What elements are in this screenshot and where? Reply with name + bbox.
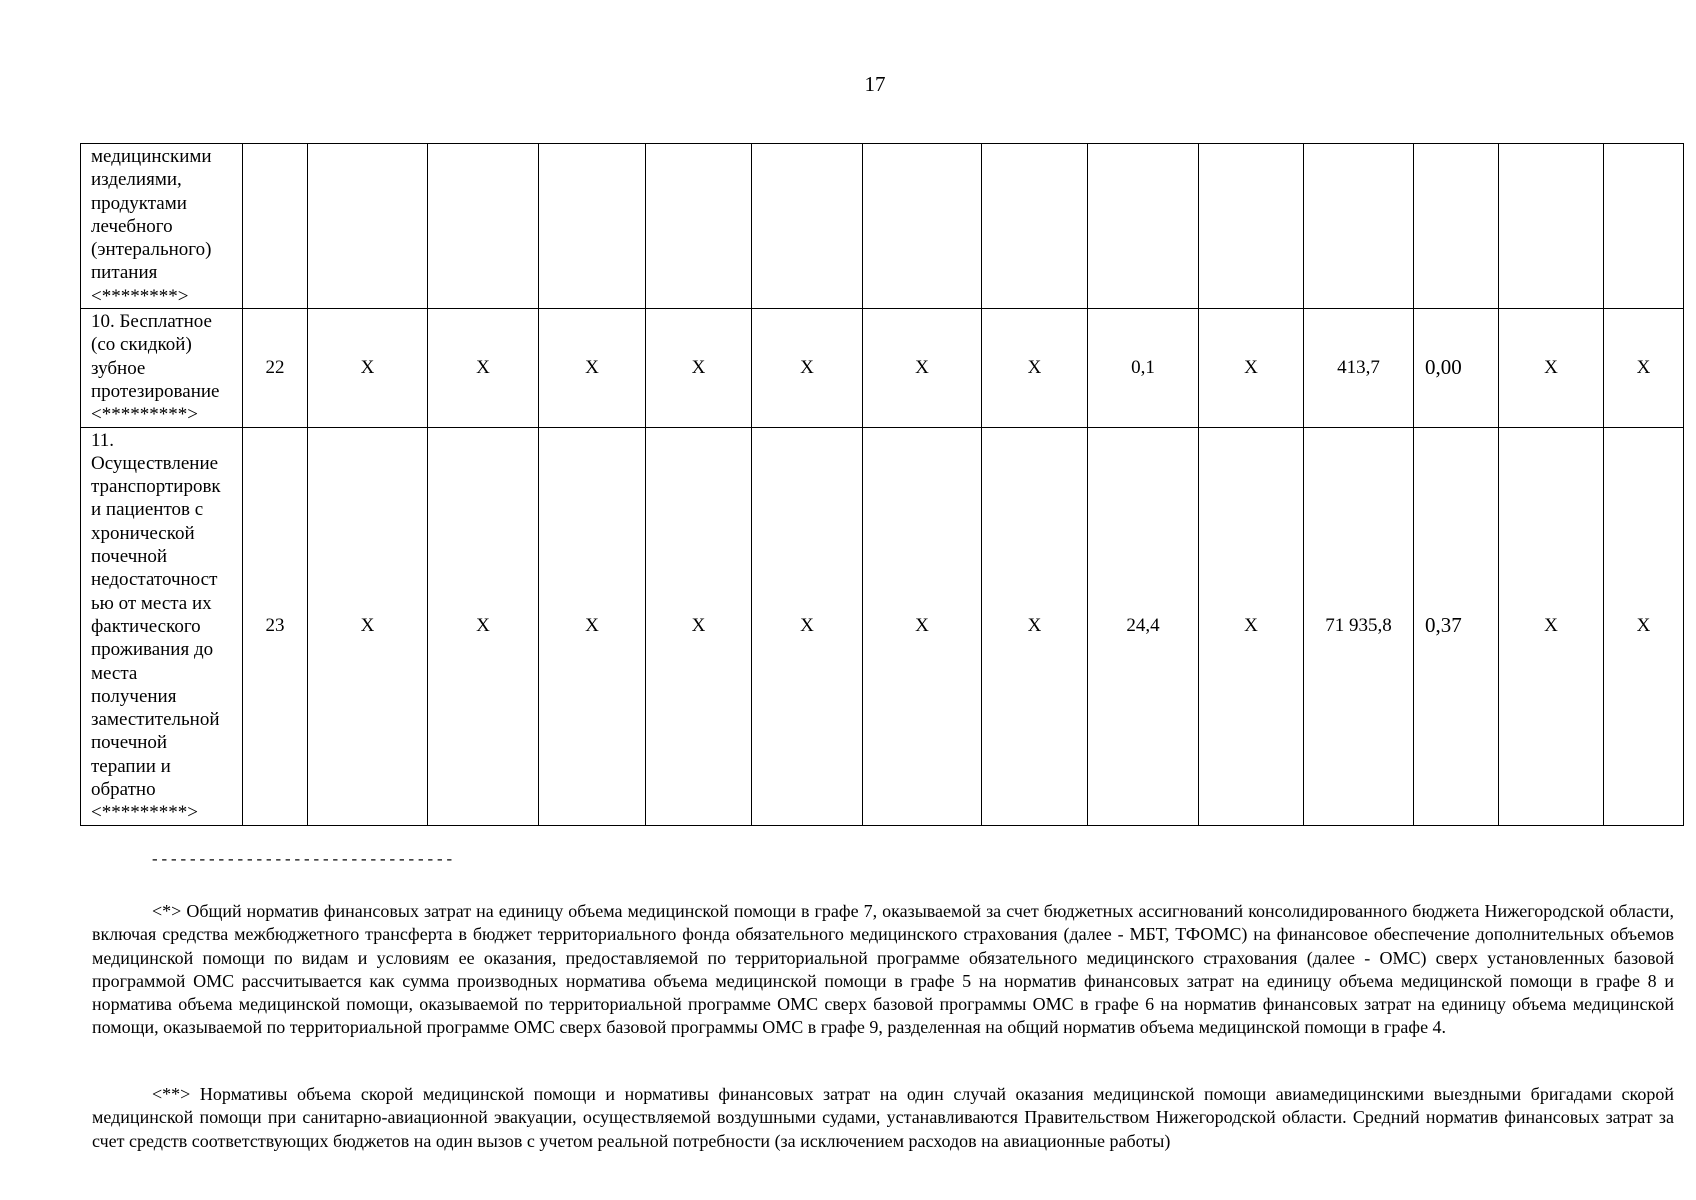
table-cell: 0,37	[1414, 427, 1499, 825]
table-cell: 24,4	[1088, 427, 1199, 825]
table-cell: X	[539, 309, 646, 427]
row-label: 10. Бесплатное (со скидкой) зубное протезирование <*********>	[81, 309, 243, 427]
table-cell: X	[1604, 309, 1684, 427]
table-row	[81, 144, 1684, 309]
table-cell	[243, 144, 308, 309]
table-cell: 0,00	[1414, 309, 1499, 427]
table-cell	[1414, 144, 1499, 309]
table-cell: X	[863, 427, 982, 825]
row-number: 23	[243, 427, 308, 825]
table-cell: X	[752, 309, 863, 427]
table-cell	[982, 144, 1088, 309]
table-row	[81, 309, 1684, 427]
footnote-separator: --------------------------------	[150, 851, 455, 869]
table-cell	[428, 144, 539, 309]
table-cell: X	[308, 309, 428, 427]
table-cell: X	[982, 309, 1088, 427]
table-cell	[308, 144, 428, 309]
table-cell	[646, 144, 752, 309]
table-cell: 0,1	[1088, 309, 1199, 427]
row-number: 22	[243, 309, 308, 427]
table-cell: X	[1604, 427, 1684, 825]
table-cell: X	[752, 427, 863, 825]
table-cell: X	[646, 427, 752, 825]
norms-table	[80, 143, 1684, 826]
row-label: медицинскими изделиями, продуктами лечебного (энтерального) питания <********>	[81, 144, 243, 309]
table-row	[81, 427, 1684, 825]
table-cell: X	[646, 309, 752, 427]
page-number: 17	[864, 72, 886, 96]
table-cell: X	[1499, 427, 1604, 825]
table-cell	[752, 144, 863, 309]
table-cell: X	[1199, 309, 1304, 427]
footnote: <**> Нормативы объема скорой медицинской помощи и нормативы финансовых затрат на один случай оказания медицинской помощи авиамедицинскими выездными бригадами скорой медицинской помощи при санитарно-авиационной эвакуации, осуществляемой воздушными судами, устанавливаются Правительством Нижегородской области. Средний норматив финансовых затрат за счет средств соответствующих бюджетов на один вызов с учетом реальной потребности (за исключением расходов на авиационные работы)	[92, 1084, 1674, 1151]
table-cell: X	[982, 427, 1088, 825]
table-cell: X	[539, 427, 646, 825]
table-cell	[1199, 144, 1304, 309]
table-cell	[1604, 144, 1684, 309]
table-cell: 413,7	[1304, 309, 1414, 427]
table-cell: X	[1199, 427, 1304, 825]
footnote: <*> Общий норматив финансовых затрат на единицу объема медицинской помощи в графе 7, оказываемой за счет бюджетных ассигнований консолидированного бюджета Нижегородской области, включая средства межбюджетного трансферта в бюджет территориального фонда обязательного медицинского страхования (далее - МБТ, ТФОМС) на финансовое обеспечение дополнительных объемов медицинской помощи по видам и условиям ее оказания, предоставляемой по территориальной программе обязательного медицинского страхования (далее - ОМС) сверх установленных базовой программой ОМС рассчитывается как сумма производных норматива объема медицинской помощи в графе 5 на норматив финансовых затрат на единицу объема медицинской помощи в графе 8 и норматива объема медицинской помощи, оказываемой по территориальной программе ОМС сверх базовой программы ОМС в графе 6 на норматив финансовых затрат на единицу объема медицинской помощи, оказываемой по территориальной программе ОМС сверх базовой программы ОМС в графе 9, разделенная на общий норматив объема медицинской помощи в графе 4.	[92, 901, 1674, 1038]
table-cell: X	[308, 427, 428, 825]
table-cell	[1088, 144, 1199, 309]
row-label: 11. Осуществление транспортировк и пациентов с хронической почечной недостаточност ью от места их фактического проживания до места получения заместительной почечной терапии и обратно <*********>	[81, 427, 243, 825]
table-cell	[1304, 144, 1414, 309]
table-cell: X	[1499, 309, 1604, 427]
table-cell: X	[863, 309, 982, 427]
table-cell: 71 935,8	[1304, 427, 1414, 825]
table-cell	[1499, 144, 1604, 309]
table-cell	[539, 144, 646, 309]
table-cell: X	[428, 427, 539, 825]
table-cell: X	[428, 309, 539, 427]
table-cell	[863, 144, 982, 309]
